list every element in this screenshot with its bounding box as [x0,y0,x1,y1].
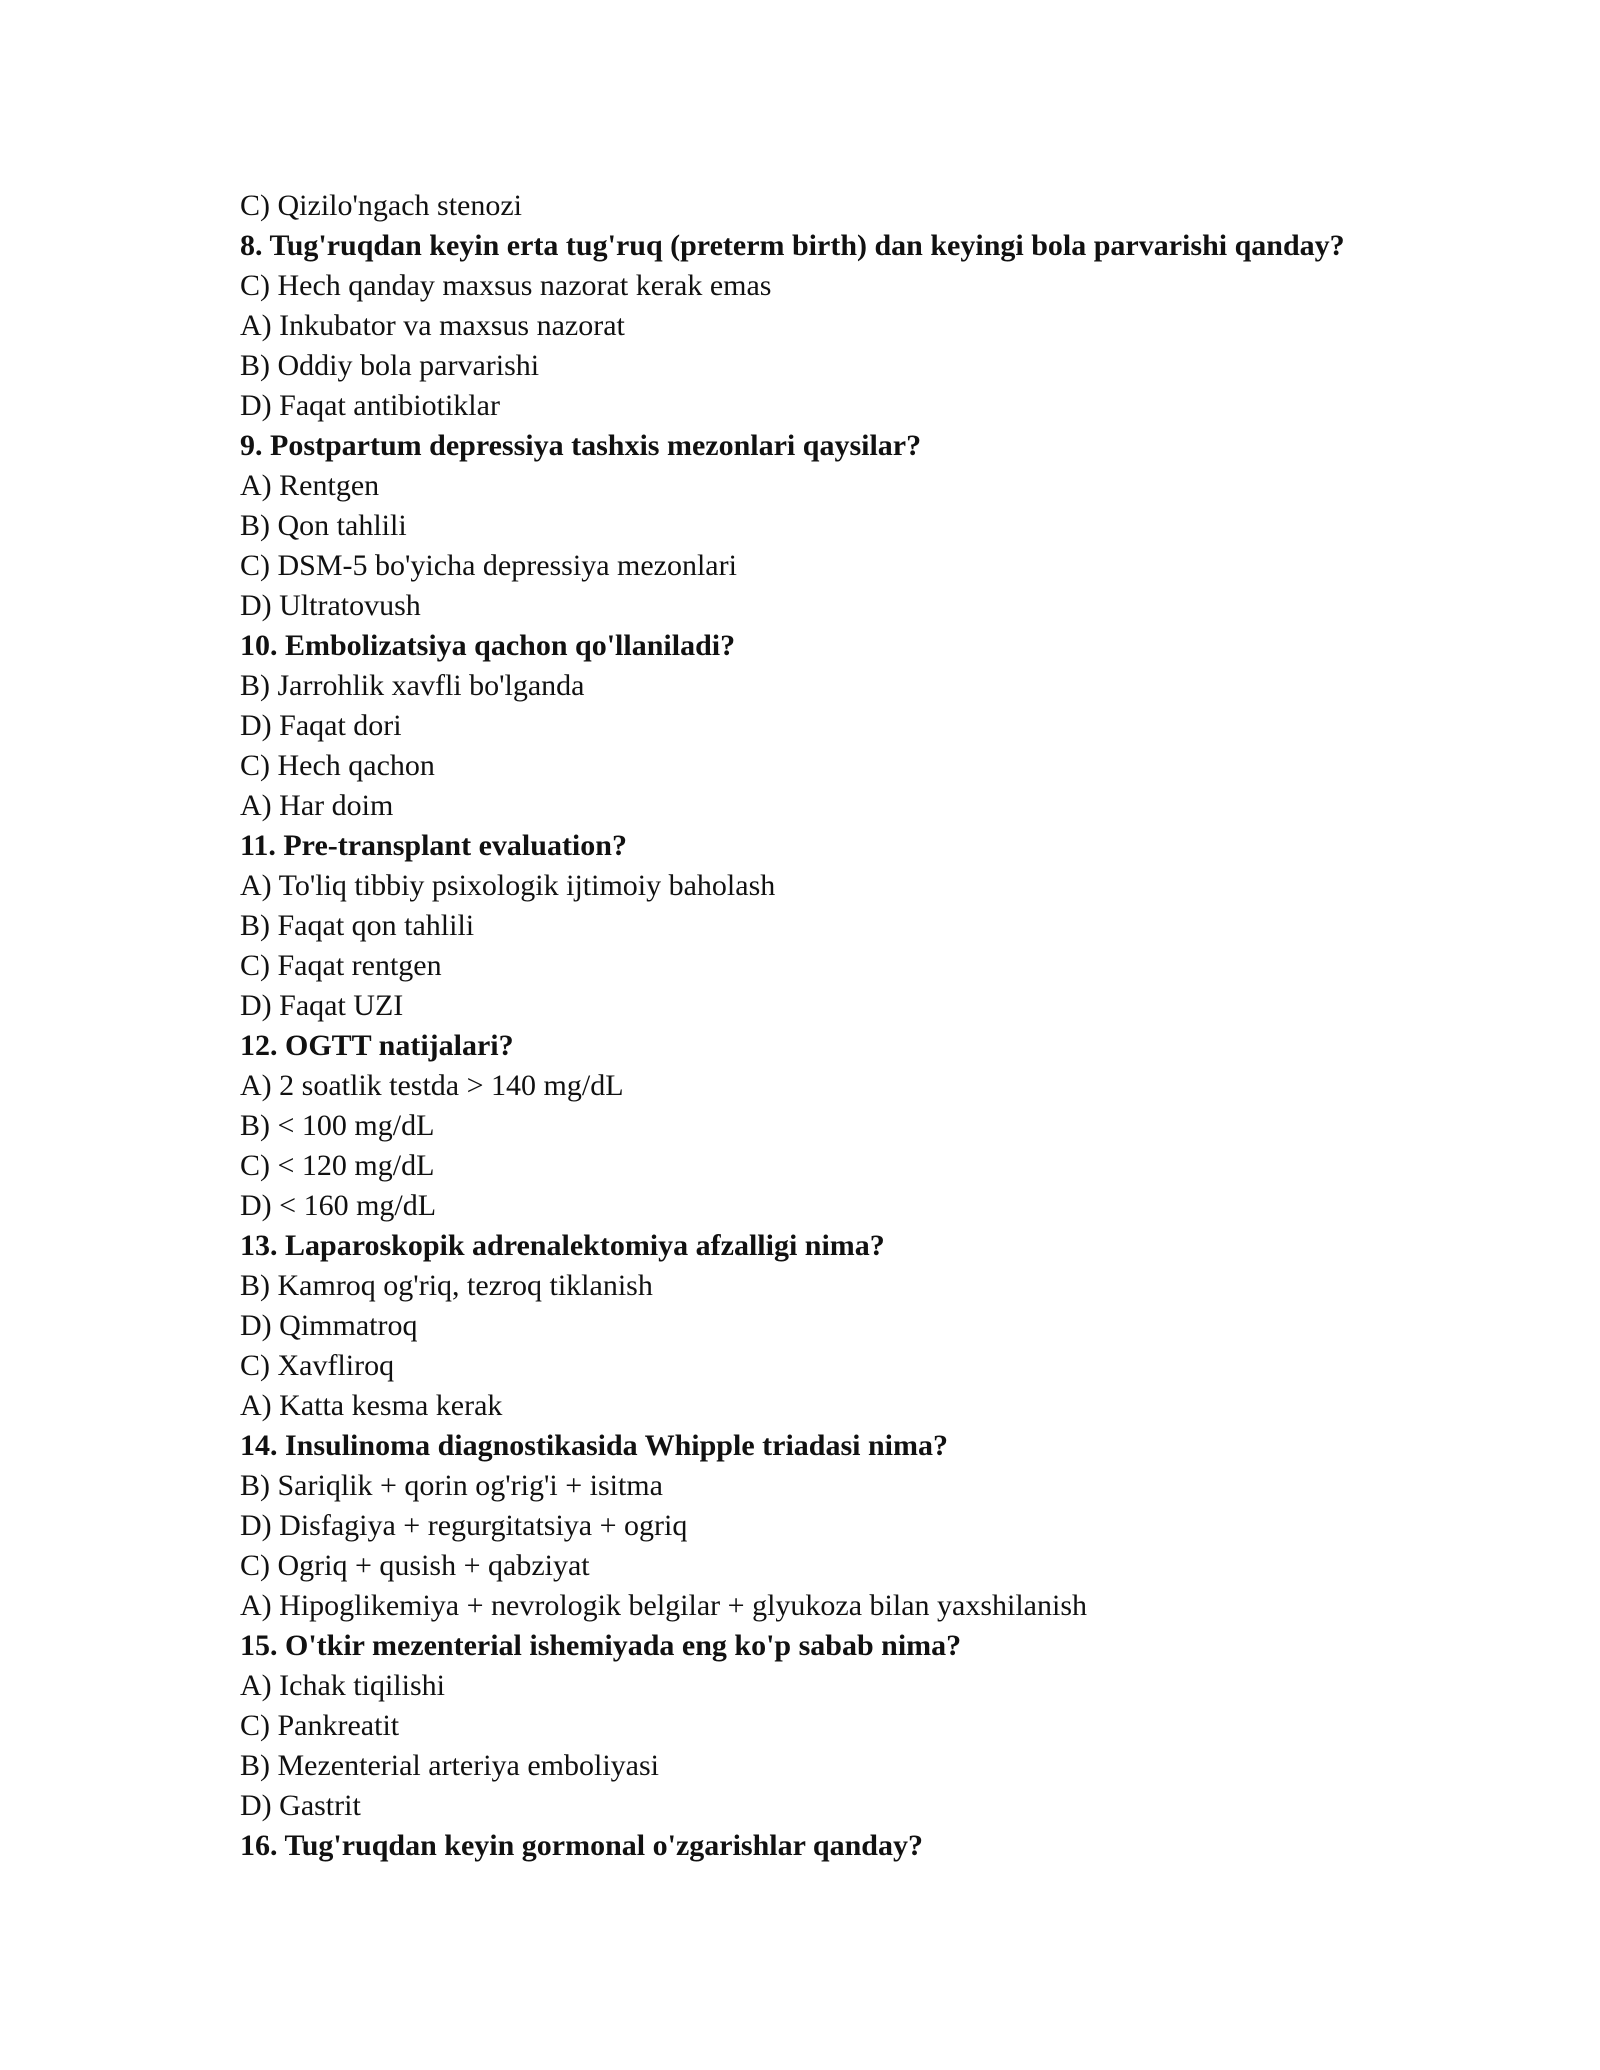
answer-option: B) Oddiy bola parvarishi [240,349,540,382]
quiz-text-block [240,186,1500,1866]
question-heading: 9. Postpartum depressiya tashxis mezonlari qaysilar? [240,429,922,462]
answer-option: C) DSM-5 bo'yicha depressiya mezonlari [240,549,737,582]
answer-option: B) < 100 mg/dL [240,1109,435,1142]
answer-option: D) < 160 mg/dL [240,1189,437,1222]
answer-option: B) Mezenterial arteriya emboliyasi [240,1749,659,1782]
answer-option: D) Faqat dori [240,709,402,742]
answer-option: C) Faqat rentgen [240,949,442,982]
question-heading: 8. Tug'ruqdan keyin erta tug'ruq (preterm birth) dan keyingi bola parvarishi qanday? [240,229,1345,262]
answer-option: D) Faqat antibiotiklar [240,389,500,422]
question-heading: 10. Embolizatsiya qachon qo'llaniladi? [240,629,736,662]
question-heading: 13. Laparoskopik adrenalektomiya afzalligi nima? [240,1229,885,1262]
answer-option: D) Gastrit [240,1789,361,1822]
question-heading: 15. O'tkir mezenterial ishemiyada eng ko'p sabab nima? [240,1629,962,1662]
answer-option: A) Hipoglikemiya + nevrologik belgilar + glyukoza bilan yaxshilanish [240,1589,1088,1622]
answer-option: B) Qon tahlili [240,509,407,542]
answer-option: A) Rentgen [240,469,380,502]
answer-option: A) Inkubator va maxsus nazorat [240,309,625,342]
answer-option: B) Faqat qon tahlili [240,909,475,942]
answer-option: C) Qizilo'ngach stenozi [240,189,522,222]
answer-option: B) Sariqlik + qorin og'rig'i + isitma [240,1469,663,1502]
question-heading: 11. Pre-transplant evaluation? [240,829,627,862]
answer-option: B) Jarrohlik xavfli bo'lganda [240,669,585,702]
answer-option: A) 2 soatlik testda > 140 mg/dL [240,1069,624,1102]
question-heading: 12. OGTT natijalari? [240,1029,514,1062]
answer-option: C) Pankreatit [240,1709,400,1742]
answer-option: D) Faqat UZI [240,989,404,1022]
answer-option: C) < 120 mg/dL [240,1149,435,1182]
answer-option: A) To'liq tibbiy psixologik ijtimoiy baholash [240,869,776,902]
answer-option: B) Kamroq og'riq, tezroq tiklanish [240,1269,653,1302]
answer-option: D) Ultratovush [240,589,421,622]
answer-option: A) Katta kesma kerak [240,1389,503,1422]
question-heading: 16. Tug'ruqdan keyin gormonal o'zgarishlar qanday? [240,1829,923,1862]
answer-option: D) Qimmatroq [240,1309,418,1342]
answer-option: A) Ichak tiqilishi [240,1669,445,1702]
answer-option: C) Xavfliroq [240,1349,395,1382]
answer-option: A) Har doim [240,789,394,822]
answer-option: C) Hech qanday maxsus nazorat kerak emas [240,269,772,302]
answer-option: D) Disfagiya + regurgitatsiya + ogriq [240,1509,688,1542]
answer-option: C) Hech qachon [240,749,435,782]
question-heading: 14. Insulinoma diagnostikasida Whipple triadasi nima? [240,1429,948,1462]
answer-option: C) Ogriq + qusish + qabziyat [240,1549,590,1582]
